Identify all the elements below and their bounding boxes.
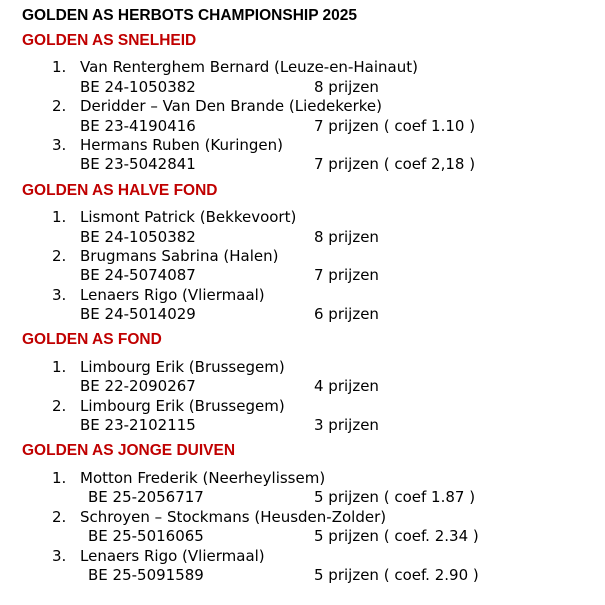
entry-ring: BE 23-4190416 (80, 117, 196, 135)
entry-ring: BE 25-5016065 (88, 527, 204, 545)
entry-ring: BE 23-5042841 (80, 155, 196, 173)
entry-prizes: 4 prijzen (314, 377, 379, 395)
entry-name (52, 97, 382, 115)
entry-number: 1. (52, 58, 67, 76)
entry-name (52, 397, 285, 415)
entry-fancier: Motton Frederik (Neerheylissem) (80, 469, 326, 487)
entry-ring: BE 24-1050382 (80, 78, 196, 96)
entry-ring: BE 22-2090267 (80, 377, 196, 395)
entry-number: 2. (52, 247, 67, 265)
entry-name (52, 247, 279, 265)
entry-prizes: 7 prijzen ( coef 1.10 ) (314, 117, 476, 135)
entry-prizes: 7 prijzen (314, 266, 379, 284)
entry-name (52, 547, 265, 565)
entry-fancier: Limbourg Erik (Brussegem) (80, 397, 285, 415)
entry-number: 2. (52, 97, 67, 115)
section-title-jonge-duiven: GOLDEN AS JONGE DUIVEN (22, 442, 236, 459)
entry-ring: BE 23-2102115 (80, 416, 196, 434)
entry-prizes: 8 prijzen (314, 78, 379, 96)
entry-name (52, 286, 265, 304)
entry-prizes: 6 prijzen (314, 305, 379, 323)
entry-prizes: 3 prijzen (314, 416, 379, 434)
entry-ring: BE 25-2056717 (88, 488, 204, 506)
entry-number: 1. (52, 208, 67, 226)
entry-number: 1. (52, 358, 67, 376)
entry-prizes: 8 prijzen (314, 228, 379, 246)
entry-fancier: Hermans Ruben (Kuringen) (80, 136, 283, 154)
page-title: GOLDEN AS HERBOTS CHAMPIONSHIP 2025 (22, 7, 358, 24)
entry-number: 3. (52, 136, 67, 154)
entry-prizes: 5 prijzen ( coef. 2.90 ) (314, 566, 479, 584)
entry-name (52, 58, 418, 76)
section-title-fond: GOLDEN AS FOND (22, 331, 162, 348)
entry-ring: BE 25-5091589 (88, 566, 204, 584)
entry-prizes: 5 prijzen ( coef. 2.34 ) (314, 527, 479, 545)
entry-number: 1. (52, 469, 67, 487)
entry-name (52, 358, 285, 376)
entry-number: 3. (52, 286, 67, 304)
entry-prizes: 7 prijzen ( coef 2,18 ) (314, 155, 476, 173)
entry-ring: BE 24-5074087 (80, 266, 196, 284)
section-title-snelheid: GOLDEN AS SNELHEID (22, 32, 197, 49)
entry-fancier: Lismont Patrick (Bekkevoort) (80, 208, 297, 226)
entry-fancier: Lenaers Rigo (Vliermaal) (80, 547, 265, 565)
entry-number: 3. (52, 547, 67, 565)
entry-fancier: Schroyen – Stockmans (Heusden-Zolder) (80, 508, 387, 526)
entry-prizes: 5 prijzen ( coef 1.87 ) (314, 488, 476, 506)
entry-fancier: Brugmans Sabrina (Halen) (80, 247, 279, 265)
entry-name (52, 508, 386, 526)
section-title-halve-fond: GOLDEN AS HALVE FOND (22, 182, 218, 199)
entry-fancier: Limbourg Erik (Brussegem) (80, 358, 285, 376)
entry-fancier: Deridder – Van Den Brande (Liedekerke) (80, 97, 383, 115)
entry-ring: BE 24-1050382 (80, 228, 196, 246)
entry-number: 2. (52, 508, 67, 526)
entry-name (52, 136, 283, 154)
entry-name (52, 208, 296, 226)
entry-ring: BE 24-5014029 (80, 305, 196, 323)
entry-name (52, 469, 325, 487)
entry-fancier: Van Renterghem Bernard (Leuze-en-Hainaut) (80, 58, 418, 76)
entry-number: 2. (52, 397, 67, 415)
entry-fancier: Lenaers Rigo (Vliermaal) (80, 286, 265, 304)
